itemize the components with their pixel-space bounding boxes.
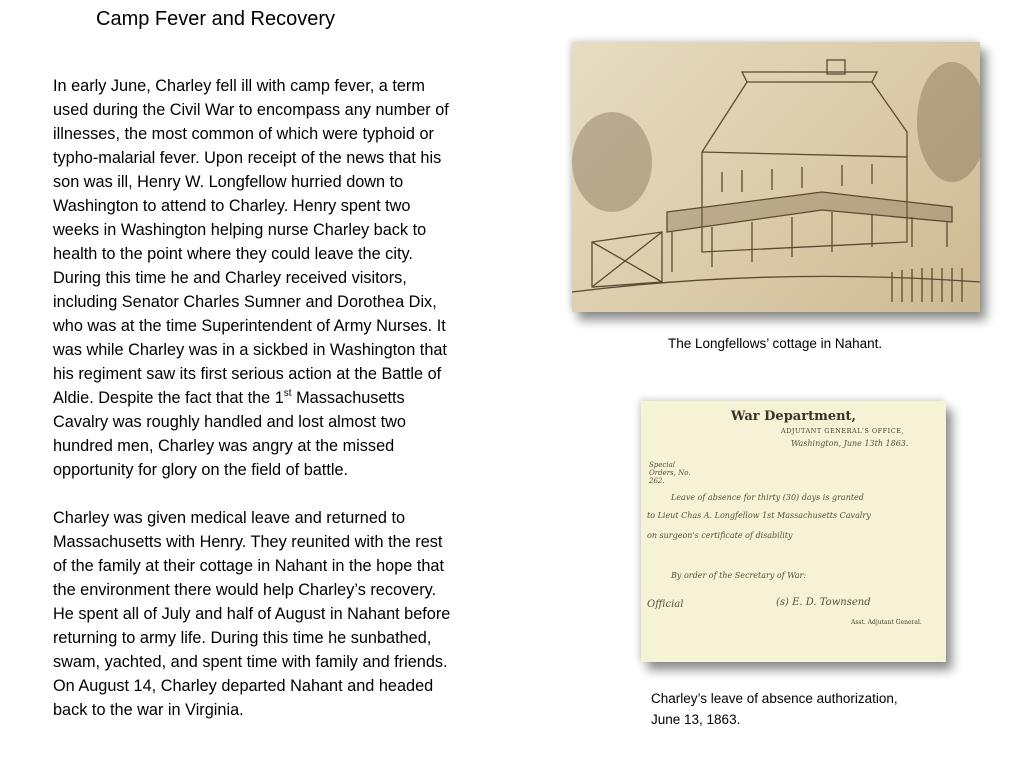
text-line: returning to army life. During this time he sunbathed, [53, 629, 432, 647]
text-line: was while Charley was in a sickbed in Washington that [53, 341, 447, 359]
text-line: the environment there would help Charley’s recovery. [53, 581, 437, 599]
doc-to: to Lieut Chas A. Longfellow 1st Massachusetts Cavalry [647, 511, 871, 520]
cottage-sketch-image [572, 42, 980, 312]
document-caption [651, 688, 898, 730]
paragraph-1-end [53, 410, 450, 482]
text-line: illnesses, the most common of which were typhoid or [53, 125, 434, 143]
text-line: swam, yachted, and spent time with family and friends. [53, 653, 448, 671]
leave-document-image [641, 401, 946, 662]
text-line: He spent all of July and half of August in Nahant before [53, 605, 451, 623]
house-sketch-icon [572, 42, 980, 312]
text-line [53, 386, 450, 410]
text-line: Washington to attend to Charley. Henry spent two [53, 197, 411, 215]
text-line: health to the point where they could leave the city. [53, 245, 413, 263]
doc-date: Washington, June 13th 1863. [791, 439, 909, 448]
text-span: Massachusetts [291, 389, 405, 407]
doc-official: Official [647, 599, 684, 610]
text-line: In early June, Charley fell ill with camp fever, a term [53, 77, 425, 95]
text-line: On August 14, Charley departed Nahant and headed [53, 677, 434, 695]
text-line: Massachusetts with Henry. They reunited with the rest [53, 533, 443, 551]
caption-line: June 13, 1863. [651, 712, 741, 727]
doc-office: ADJUTANT GENERAL'S OFFICE, [781, 427, 905, 435]
superscript: st [283, 388, 292, 399]
text-line: weeks in Washington helping nurse Charley back to [53, 221, 427, 239]
text-line: including Senator Charles Sumner and Dorothea Dix, [53, 293, 437, 311]
doc-heading: War Department, [730, 409, 857, 424]
page-title: Camp Fever and Recovery [96, 8, 335, 30]
text-line: used during the Civil War to encompass any number of [53, 101, 449, 119]
text-line: who was at the time Superintendent of Army Nurses. It [53, 317, 446, 335]
text-line: back to the war in Virginia. [53, 701, 244, 719]
text-line: typho-malarial fever. Upon receipt of the news that his [53, 149, 442, 167]
doc-leave: Leave of absence for thirty (30) days is granted [671, 493, 864, 502]
paragraph-1 [53, 74, 450, 386]
doc-order: Special Orders, No. 262. [649, 461, 691, 485]
blank-line [53, 482, 450, 506]
text-line: son was ill, Henry W. Longfellow hurried down to [53, 173, 404, 191]
text-line: During this time he and Charley received visitors, [53, 269, 407, 287]
text-line: hundred men, Charley was angry at the missed [53, 437, 395, 455]
cottage-caption: The Longfellows’ cottage in Nahant. [668, 336, 883, 351]
text-span: Aldie. Despite the fact that the 1 [53, 389, 284, 407]
doc-signature: (s) E. D. Townsend [776, 597, 871, 608]
text-line: opportunity for glory on the field of battle. [53, 461, 349, 479]
body-text [53, 74, 450, 722]
paragraph-2 [53, 506, 450, 722]
caption-line: Charley’s leave of absence authorization, [651, 691, 898, 706]
text-line: Cavalry was roughly handled and lost almost two [53, 413, 406, 431]
doc-title: Asst. Adjutant General. [851, 619, 922, 626]
doc-by-order: By order of the Secretary of War: [671, 571, 807, 580]
text-line: his regiment saw its first serious action at the Battle of [53, 365, 442, 383]
text-line: of the family at their cottage in Nahant in the hope that [53, 557, 444, 575]
doc-certificate: on surgeon's certificate of disability [647, 531, 793, 540]
text-line: Charley was given medical leave and returned to [53, 509, 406, 527]
